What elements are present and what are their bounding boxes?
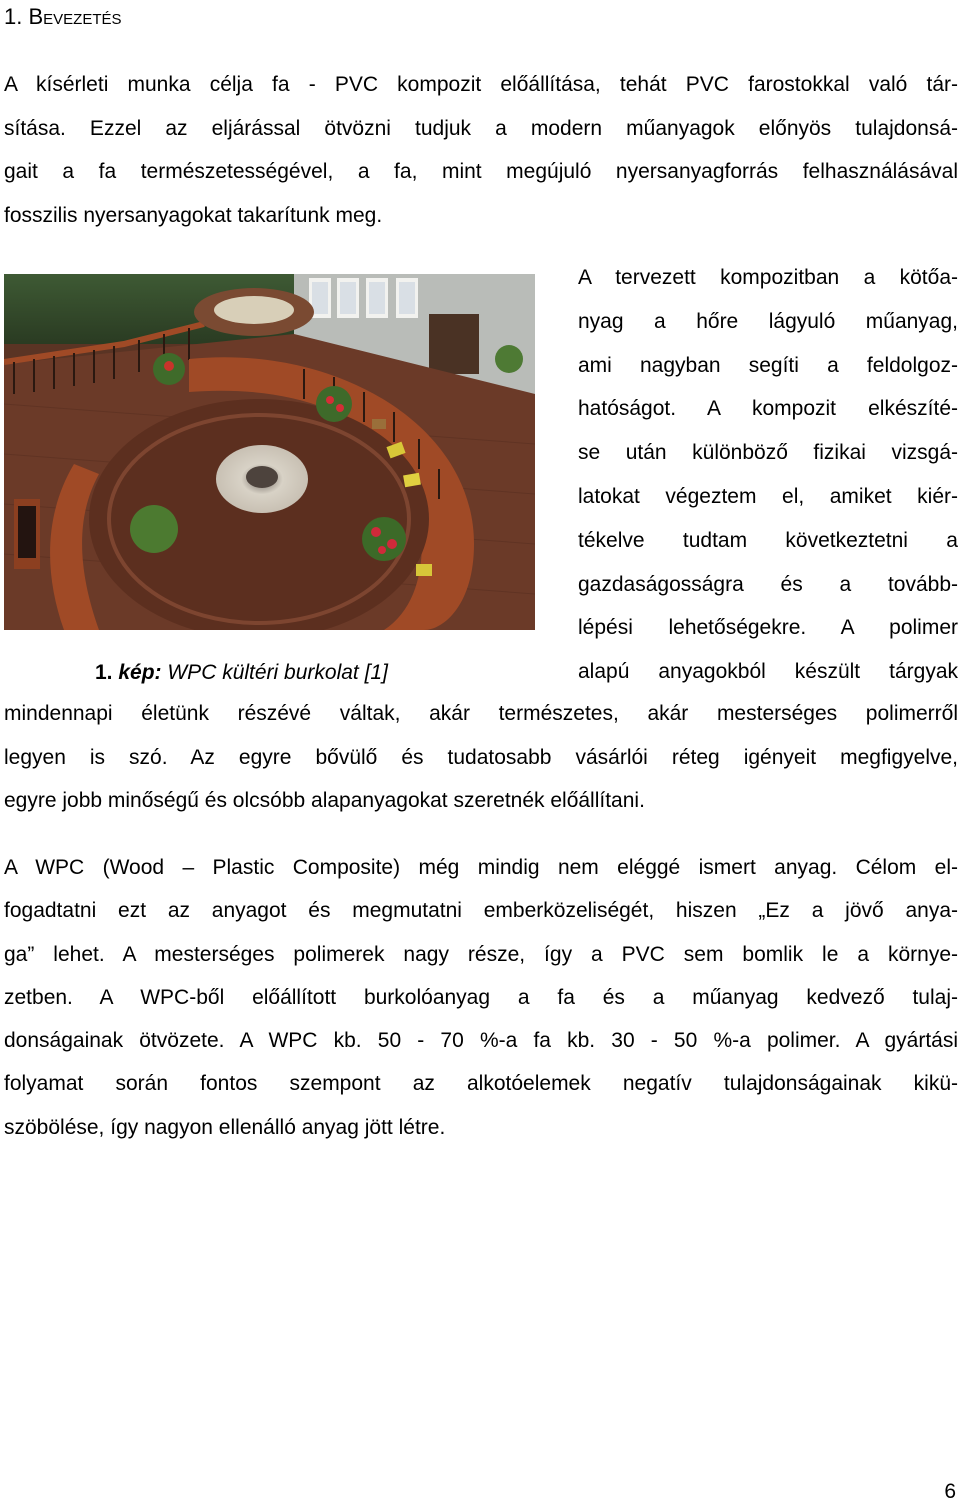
- side-line: A tervezett kompozitban a kötőa-: [578, 266, 958, 289]
- wpc-line: fogadtatni ezt az anyagot és megmutatni emberközeliségét, hiszen „Ez a jövő anya-: [4, 899, 958, 923]
- caption-label: kép:: [112, 661, 162, 684]
- wpc-line: donságainak ötvözete. A WPC kb. 50 - 70 %-a fa kb. 30 - 50 %-a polimer. A gyártási: [4, 1029, 958, 1053]
- heading-title: Bevezetés: [28, 4, 122, 29]
- side-line: latokat végeztem el, amiket kiér-: [578, 484, 958, 508]
- caption-text: WPC kültéri burkolat [1]: [161, 661, 388, 684]
- side-line: ami nagyban segíti a feldolgoz-: [578, 353, 958, 377]
- caption-number: 1.: [95, 661, 113, 684]
- wpc-line: folyamat során fontos szempont az alkotóelemek negatív tulajdonságainak kikü-: [4, 1072, 958, 1096]
- side-line: gazdaságosságra és a tovább-: [578, 572, 958, 596]
- side-line: nyag a hőre lágyuló műanyag,: [578, 309, 958, 333]
- continuation-line: mindennapi életünk részévé váltak, akár természetes, akár mesterséges polimerről: [4, 702, 958, 725]
- intro-line: sítása. Ezzel az eljárással ötvözni tudjuk a modern műanyagok előnyös tulajdonsá-: [4, 116, 958, 140]
- side-line: hatóságot. A kompozit elkészíté-: [578, 397, 958, 421]
- page-number: 6: [944, 1480, 956, 1503]
- continuation-paragraph: [4, 692, 958, 823]
- continuation-line: egyre jobb minőségű és olcsóbb alapanyagokat szeretnék előállítani.: [4, 789, 645, 812]
- intro-line: fosszilis nyersanyagokat takarítunk meg.: [4, 203, 383, 227]
- heading-number: 1.: [4, 4, 29, 29]
- side-line: tékelve tudtam következtetni a: [578, 528, 958, 552]
- wpc-line: ga” lehet. A mesterséges polimerek nagy része, így a PVC sem bomlik le a környe-: [4, 942, 958, 966]
- deck-photo: [4, 274, 535, 630]
- intro-paragraph: [4, 63, 958, 237]
- side-paragraph: [578, 256, 958, 694]
- wpc-line: A WPC (Wood – Plastic Composite) még mindig nem eléggé ismert anyag. Célom el-: [4, 856, 958, 879]
- side-line: lépési lehetőségekre. A polimer: [578, 616, 958, 640]
- section-heading: [4, 4, 122, 30]
- continuation-line: legyen is szó. Az egyre bővülő és tudatosabb vásárlói réteg igényeit megfigyelve,: [4, 745, 958, 769]
- wpc-paragraph: [4, 846, 958, 1149]
- side-line: se után különböző fizikai vizsgá-: [578, 441, 958, 465]
- intro-line: A kísérleti munka célja fa - PVC kompozit előállítása, tehát PVC farostokkal való tár-: [4, 73, 958, 96]
- wpc-line: zetben. A WPC-ből előállított burkolóanyag a fa és a műanyag kedvező tulaj-: [4, 985, 958, 1009]
- wpc-line: szöbölése, így nagyon ellenálló anyag jött létre.: [4, 1115, 446, 1139]
- figure-caption: [95, 660, 388, 686]
- side-line: alapú anyagokból készült tárgyak: [578, 660, 958, 684]
- intro-line: gait a fa természetességével, a fa, mint megújuló nyersanyagforrás felhasználásával: [4, 160, 958, 183]
